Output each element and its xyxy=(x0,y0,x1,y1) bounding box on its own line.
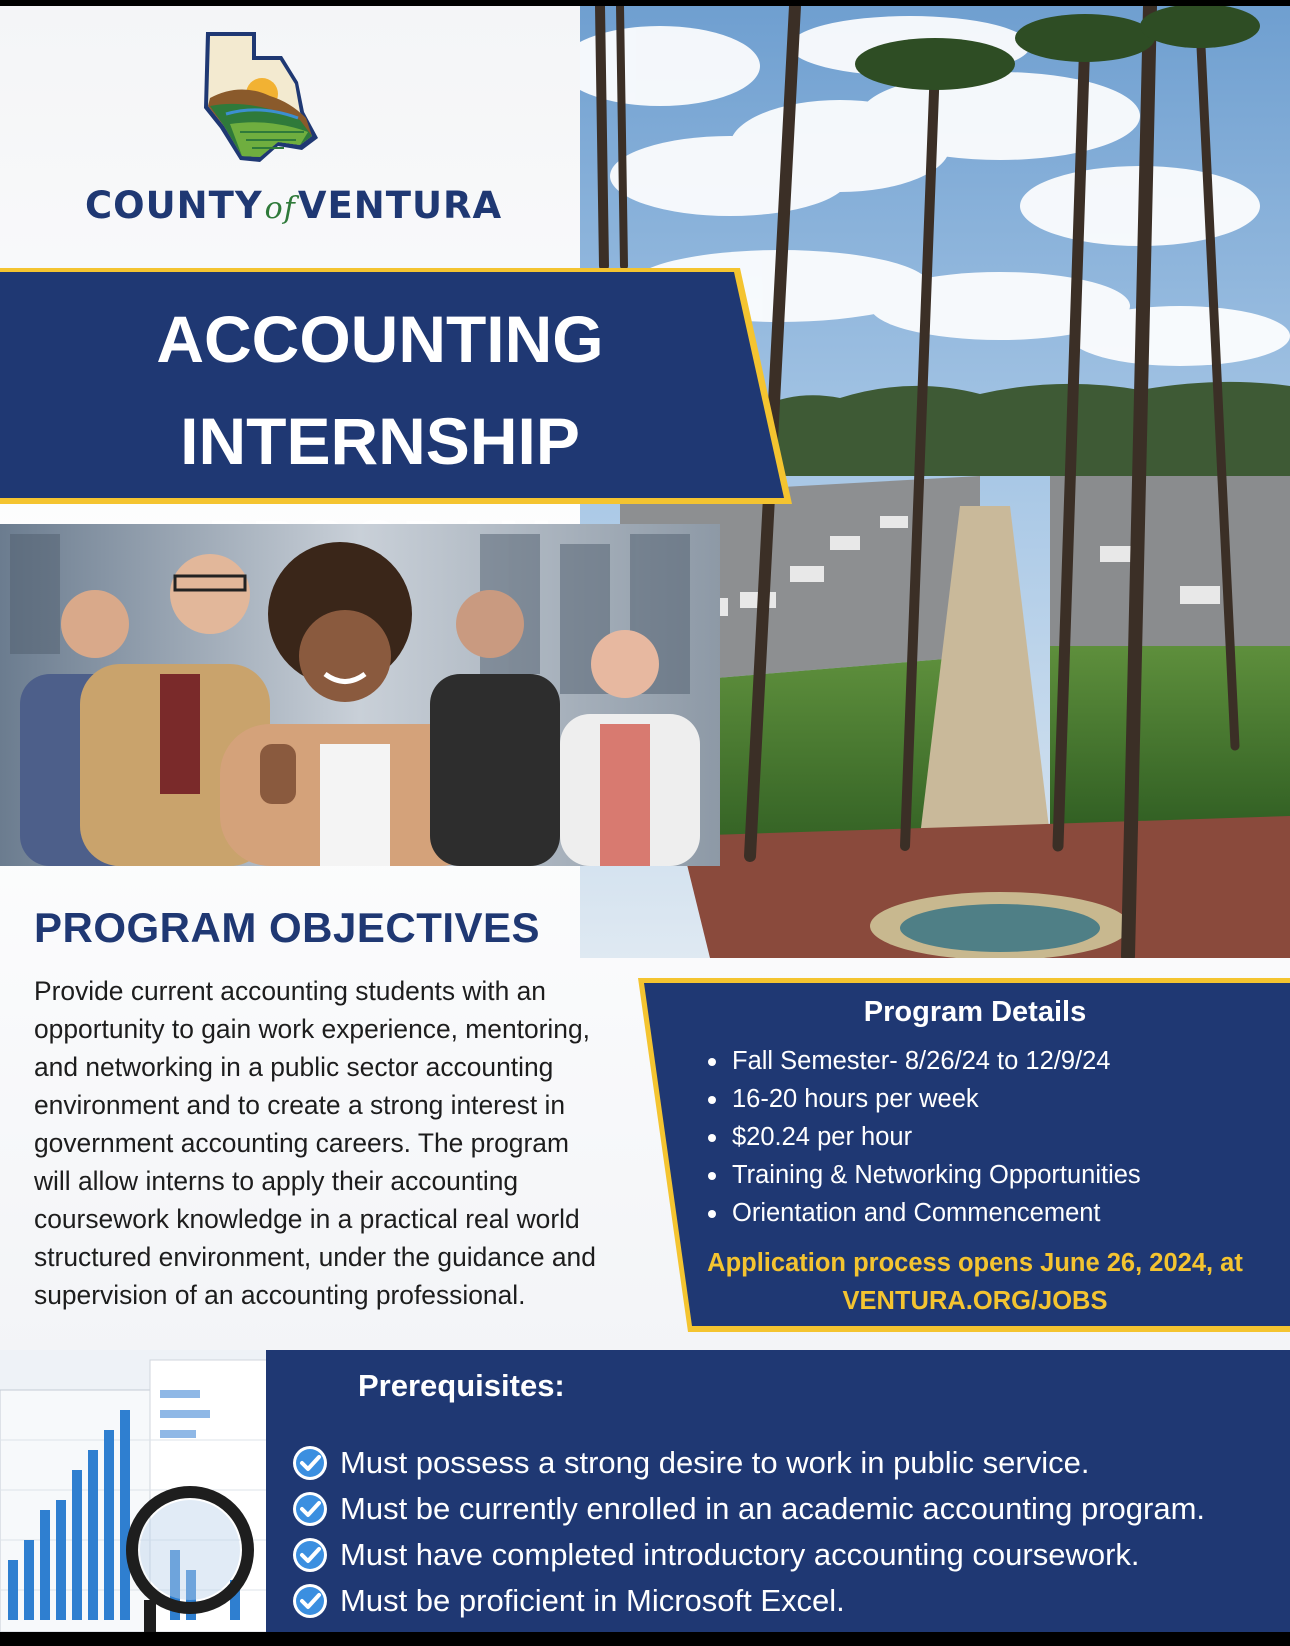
check-circle-icon xyxy=(292,1583,328,1619)
program-detail-item xyxy=(708,1042,1268,1080)
prerequisite-item xyxy=(292,1486,1290,1532)
objectives-line: Provide current accounting students with an xyxy=(34,976,546,1006)
objectives-line: government accounting careers. The program xyxy=(34,1128,569,1158)
program-detail-item xyxy=(708,1156,1268,1194)
bullet-icon xyxy=(708,1096,716,1104)
prerequisites-list xyxy=(292,1440,1290,1624)
application-url-text: VENTURA.ORG/JOBS xyxy=(842,1287,1108,1315)
program-detail-text: Orientation and Commencement xyxy=(732,1199,1101,1227)
objectives-line: opportunity to gain work experience, mentoring, xyxy=(34,1014,590,1044)
objectives-line: will allow interns to apply their accounting xyxy=(34,1166,519,1196)
program-detail-item xyxy=(708,1194,1268,1232)
county-map-logo xyxy=(200,28,320,178)
title-line-2: INTERNSHIP xyxy=(180,404,580,478)
bullet-icon xyxy=(708,1210,716,1218)
prerequisites-heading: Prerequisites: xyxy=(358,1368,565,1403)
logo-area xyxy=(0,6,600,261)
prerequisite-text: Must be proficient in Microsoft Excel. xyxy=(340,1583,845,1618)
program-detail-text: Training & Networking Opportunities xyxy=(732,1161,1141,1189)
prerequisite-text: Must possess a strong desire to work in public service. xyxy=(340,1445,1090,1480)
check-circle-icon xyxy=(292,1445,328,1481)
bullet-icon xyxy=(708,1172,716,1180)
program-detail-text: 16-20 hours per week xyxy=(732,1085,979,1113)
logo-county-word: COUNTY xyxy=(85,184,263,227)
flyer-page xyxy=(0,6,1290,1632)
program-details-heading: Program Details xyxy=(863,996,1087,1028)
prerequisite-item xyxy=(292,1440,1290,1486)
objectives-line: and networking in a public sector accounting xyxy=(34,1052,554,1082)
interns-group-photo xyxy=(0,524,720,866)
program-detail-text: Fall Semester- 8/26/24 to 12/9/24 xyxy=(732,1047,1111,1075)
financial-chart-photo xyxy=(0,1350,268,1632)
bullet-icon xyxy=(708,1058,716,1066)
county-name-logo xyxy=(85,184,503,227)
program-detail-item xyxy=(708,1118,1268,1156)
program-detail-text: $20.24 per hour xyxy=(732,1123,913,1151)
prerequisite-item xyxy=(292,1532,1290,1578)
objectives-paragraph xyxy=(34,972,634,1314)
objectives-line: environment and to create a strong interest in xyxy=(34,1090,566,1120)
prerequisite-text: Must have completed introductory accounting coursework. xyxy=(340,1537,1140,1572)
bullet-icon xyxy=(708,1134,716,1142)
objectives-line: coursework knowledge in a practical real world xyxy=(34,1204,580,1234)
logo-of-word: of xyxy=(264,191,296,226)
logo-ventura-word: VENTURA xyxy=(297,184,503,227)
program-details-list xyxy=(708,1042,1268,1232)
objectives-heading: PROGRAM OBJECTIVES xyxy=(34,904,541,951)
check-circle-icon xyxy=(292,1537,328,1573)
title-line-1: ACCOUNTING xyxy=(156,302,604,376)
prerequisite-text: Must be currently enrolled in an academic accounting program. xyxy=(340,1491,1206,1526)
check-circle-icon xyxy=(292,1491,328,1527)
program-detail-item xyxy=(708,1080,1268,1118)
objectives-line: structured environment, under the guidance and xyxy=(34,1242,596,1272)
objectives-line: supervision of an accounting professional. xyxy=(34,1280,526,1310)
prerequisite-item xyxy=(292,1578,1290,1624)
application-notice xyxy=(660,1244,1290,1320)
application-date-text: Application process opens June 26, 2024, at xyxy=(707,1249,1243,1277)
